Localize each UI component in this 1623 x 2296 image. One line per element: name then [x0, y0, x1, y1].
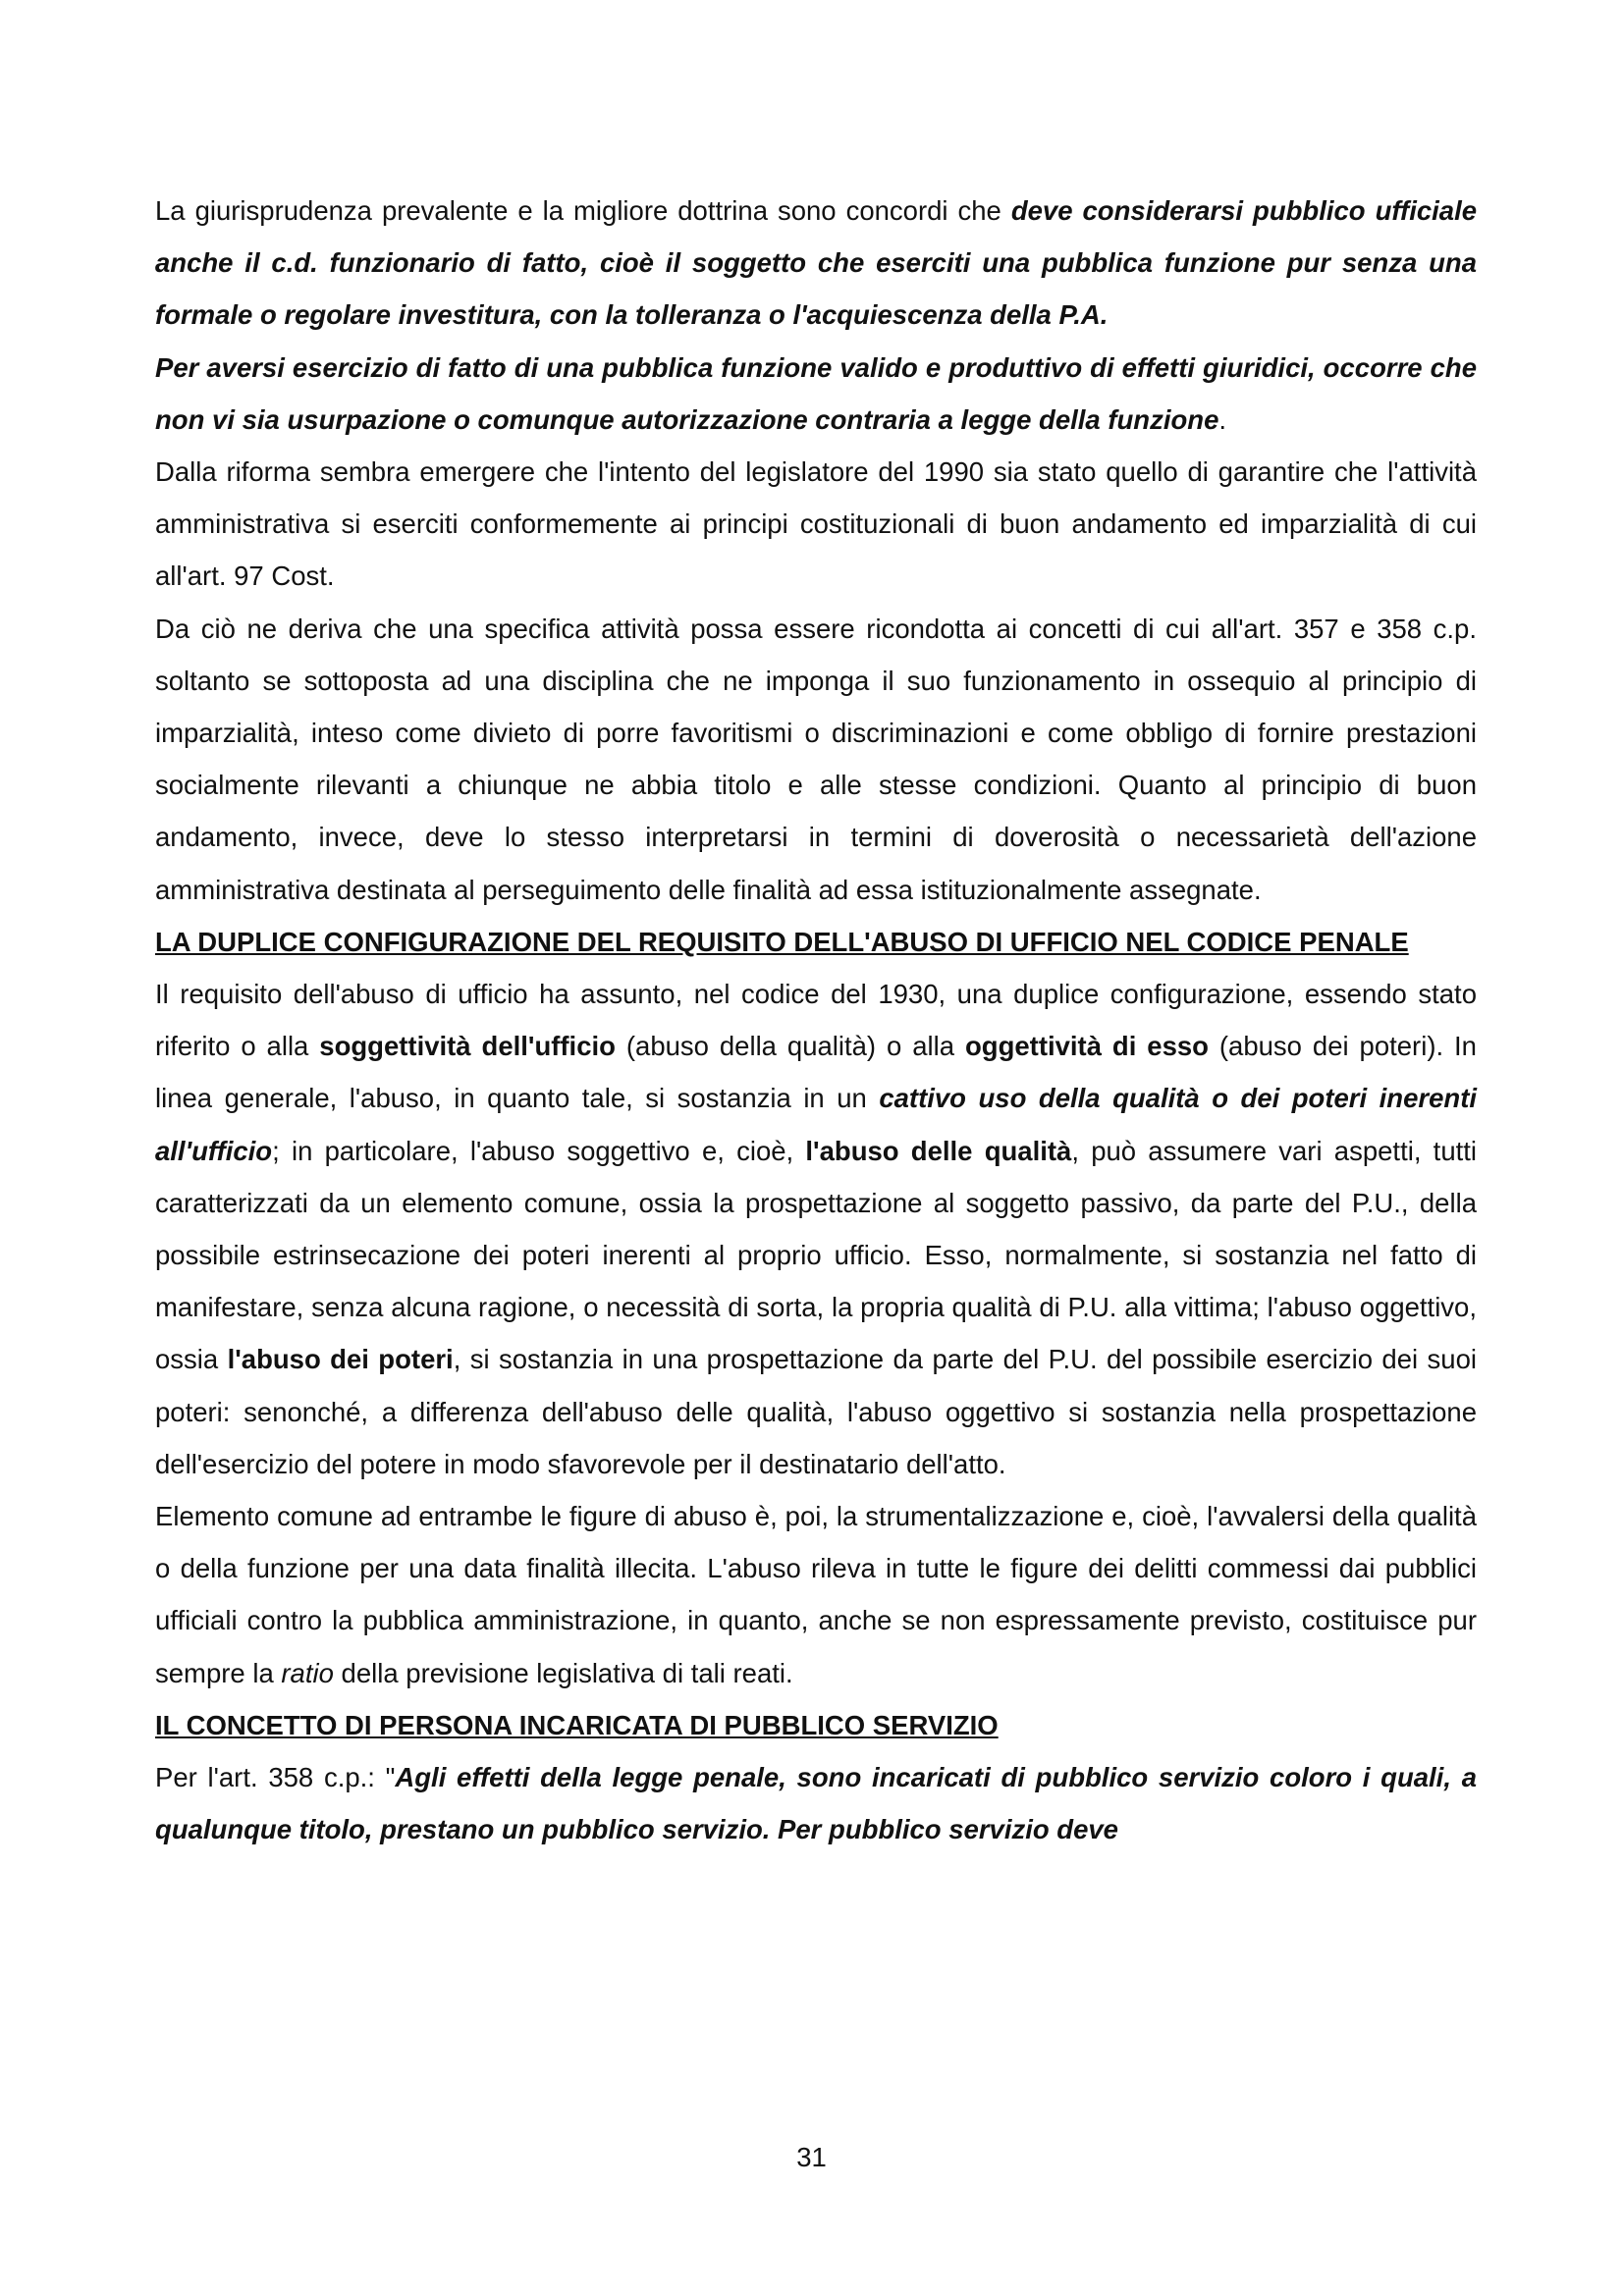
emphasis-text: Agli effetti della legge penale, sono incaricati di pubblico servizio coloro i quali, a qualunque titolo, prestano un pubblico servizio. Per pubblico servizio deve [155, 1762, 1477, 1845]
paragraph-text: , può assumere vari aspetti, tutti caratterizzati da un elemento comune, ossia la prospettazione al soggetto passivo, da parte del P.U., della possibile estrinsecazione dei poteri inerenti al proprio ufficio. Esso, normalmente, si sostanzia nel fatto di manifestare, senza alcuna ragione, o necessità di sorta, la propria qualità di P.U. alla vittima; l'abuso oggettivo, ossia [155, 1135, 1478, 1375]
paragraph-imparzialita: Da ciò ne deriva che una specifica attività possa essere ricondotta ai concetti di cui all'art. 357 e 358 c.p. soltanto se sottoposta ad una disciplina che ne imponga il suo funzionamento in ossequio al principio di imparzialità, inteso come divieto di porre favoritismi o discriminazioni e come obbligo di fornire prestazioni socialmente rilevanti a chiunque ne abbia titolo e alle stesse condizioni. Quanto al principio di buon andamento, invece, deve lo stesso interpretarsi in termini di doverosità o necessarietà dell'azione amministrativa destinata al perseguimento delle finalità ad essa istituzionalmente assegnate. [155, 613, 1477, 905]
paragraph-text: , si sostanzia in una prospettazione da parte del P.U. del possibile esercizio dei suoi poteri: senonché, a differenza dell'abuso delle qualità, l'abuso oggettivo si sostanzia nella prospettazione dell'esercizio del potere in modo sfavorevole per il destinatario dell'atto. [155, 1344, 1477, 1479]
paragraph-text: (abuso della qualità) o alla [615, 1031, 965, 1062]
paragraph-abuso-di-ufficio [155, 968, 1477, 1490]
paragraph-text: Il requisito dell'abuso di ufficio ha assunto, nel codice del 1930, una duplice configurazione, essendo stato riferito o alla [155, 979, 1477, 1062]
paragraph-esercizio-di-fatto [155, 342, 1477, 446]
bold-text: l'abuso delle qualità [805, 1135, 1072, 1166]
paragraph-text: Per l'art. 358 c.p.: " [155, 1762, 396, 1793]
paragraph-text: della previsione legislativa di tali reati. [333, 1657, 793, 1688]
emphasis-text: deve considerarsi pubblico ufficiale anche il c.d. funzionario di fatto, cioè il soggetto che eserciti una pubblica funzione pur senza una formale o regolare investitura, con la tolleranza o l'acquiescenza della P.A. [155, 195, 1478, 331]
bold-text: oggettività di esso [964, 1031, 1209, 1062]
paragraph-strumentalizzazione [155, 1490, 1477, 1699]
emphasis-text: cattivo uso della qualità o dei poteri inerenti all'ufficio [155, 1083, 1477, 1166]
body-text [155, 185, 1477, 1856]
paragraph-text: Elemento comune ad entrambe le figure di abuso è, poi, la strumentalizzazione e, cioè, l'avvalersi della qualità o della funzione per una data finalità illecita. L'abuso rileva in tutte le figure dei delitti commessi dai pubblici ufficiali contro la pubblica amministrazione, in quanto, anche se non espressamente previsto, costituisce pur sempre la [155, 1501, 1477, 1688]
bold-text: soggettività dell'ufficio [319, 1031, 616, 1062]
page-number: 31 [796, 2142, 827, 2172]
paragraph-text: La giurisprudenza prevalente e la migliore dottrina sono concordi che [155, 195, 1011, 226]
paragraph-funzionario-di-fatto [155, 185, 1477, 342]
paragraph-text: (abuso dei poteri). In linea generale, l'abuso, in quanto tale, si sostanzia in un [155, 1031, 1477, 1114]
paragraph-riforma-1990: Dalla riforma sembra emergere che l'intento del legislatore del 1990 sia stato quello di garantire che l'attività amministrativa si eserciti conformemente ai principi costituzionali di buon andamento ed imparzialità di cui all'art. 97 Cost. [155, 456, 1477, 592]
section-heading-incaricato-pubblico-servizio: IL CONCETTO DI PERSONA INCARICATA DI PUBBLICO SERVIZIO [155, 1709, 999, 1740]
paragraph-text: ; in particolare, l'abuso soggettivo e, cioè, [272, 1135, 806, 1166]
paragraph-text: . [1218, 403, 1227, 435]
section-heading-duplice-configurazione: LA DUPLICE CONFIGURAZIONE DEL REQUISITO DELL'ABUSO DI UFFICIO NEL CODICE PENALE [155, 926, 1409, 957]
emphasis-text: Per aversi esercizio di fatto di una pubblica funzione valido e produttivo di effetti giuridici, occorre che non vi sia usurpazione o comunque autorizzazione contraria a legge della funzione [155, 351, 1477, 435]
paragraph-art-358 [155, 1751, 1477, 1855]
italic-text: ratio [281, 1657, 334, 1688]
bold-text: l'abuso dei poteri [227, 1344, 454, 1375]
